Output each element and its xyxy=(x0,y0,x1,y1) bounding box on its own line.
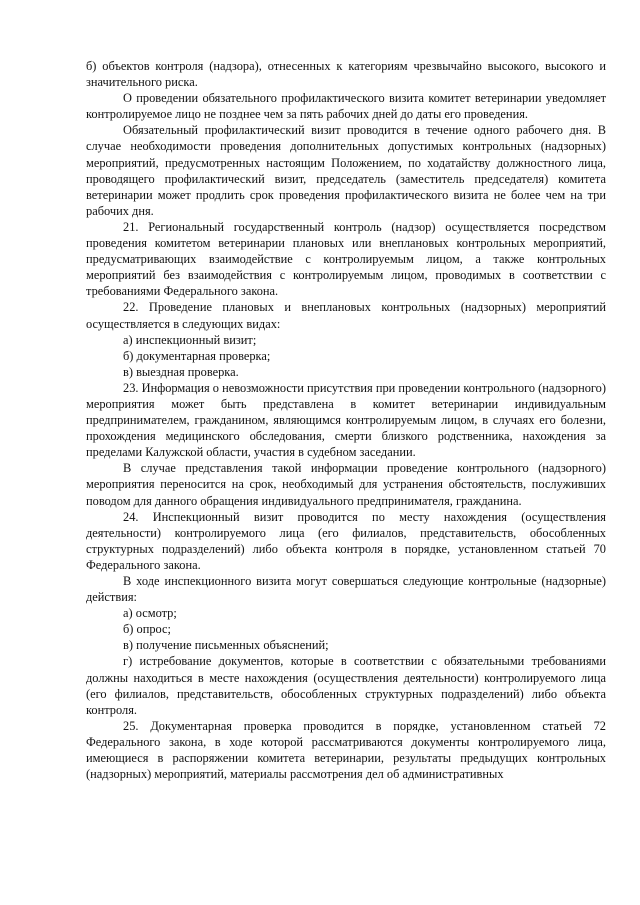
list-item: г) истребование документов, которые в соответствии с обязательными требованиями должны находиться в месте нахождения (осуществления деятельности) контролируемого лица (его филиалов, представительств, обособленных структурных подразделений) либо объекта контроля. xyxy=(86,654,606,717)
paragraph-clause-21: 21. Региональный государственный контроль (надзор) осуществляется посредством проведения комитетом ветеринарии плановых или внеплановых контрольных мероприятий, предусматривающих взаимодействие с контролируемым лицом, а также контрольных мероприятий без взаимодействия с контролируемым лицом, проводимых в соответствии с требованиями Федерального закона. xyxy=(86,219,606,299)
paragraph: Обязательный профилактический визит проводится в течение одного рабочего дня. В случае необходимости проведения дополнительных допустимых контрольных (надзорных) мероприятий, предусмотренных настоящим Положением, по ходатайству должностного лица, проводящего профилактический визит, председатель (заместитель председателя) комитета ветеринарии может продлить срок проведения профилактического визита не более чем на три рабочих дня. xyxy=(86,123,606,218)
list-item: в) получение письменных объяснений; xyxy=(123,638,329,653)
list-item: б) опрос; xyxy=(123,622,171,637)
paragraph-clause-25: 25. Документарная проверка проводится в порядке, установленном статьей 72 Федерального закона, в ходе которой рассматриваются документы контролируемого лица, имеющиеся в распоряжении комитета ветеринарии, результаты предыдущих контрольных (надзорных) мероприятий, материалы рассмотрения дел об административных xyxy=(86,718,606,782)
paragraph: О проведении обязательного профилактического визита комитет ветеринарии уведомляет контролируемое лицо не позднее чем за пять рабочих дней до даты его проведения. xyxy=(86,91,606,122)
list-item: в) выездная проверка. xyxy=(123,364,239,379)
paragraph-clause-23: 23. Информация о невозможности присутствия при проведении контрольного (надзорного) мероприятия может быть представлена в комитет ветеринарии индивидуальным предпринимателем, гражданином, являющимся контролируемым лицом, в случаях его болезни, прохождения медицинского обследования, смерти близкого родственника, нахождения за пределами Калужской области, участия в судебном заседании. xyxy=(86,380,606,460)
list-item: а) инспекционный визит; xyxy=(123,332,257,347)
paragraph: В случае представления такой информации проведение контрольного (надзорного) мероприятия переносится на срок, необходимый для устранения обстоятельств, послуживших поводом для данного обращения индивидуального предпринимателя, гражданина. xyxy=(86,461,606,508)
paragraph: б) объектов контроля (надзора), отнесенных к категориям чрезвычайно высокого, высокого и значительного риска. xyxy=(86,59,606,90)
paragraph-clause-22: 22. Проведение плановых и внеплановых контрольных (надзорных) мероприятий осуществляется в следующих видах: xyxy=(86,300,606,331)
list-item: б) документарная проверка; xyxy=(123,348,271,363)
paragraph: В ходе инспекционного визита могут совершаться следующие контрольные (надзорные) действия: xyxy=(86,574,606,605)
paragraph-clause-24: 24. Инспекционный визит проводится по месту нахождения (осуществления деятельности) контролируемого лица (его филиалов, представительств, обособленных структурных подразделений) либо объекта контроля в порядке, установленном статьей 70 Федерального закона. xyxy=(86,509,606,572)
list-item: а) осмотр; xyxy=(123,606,177,621)
